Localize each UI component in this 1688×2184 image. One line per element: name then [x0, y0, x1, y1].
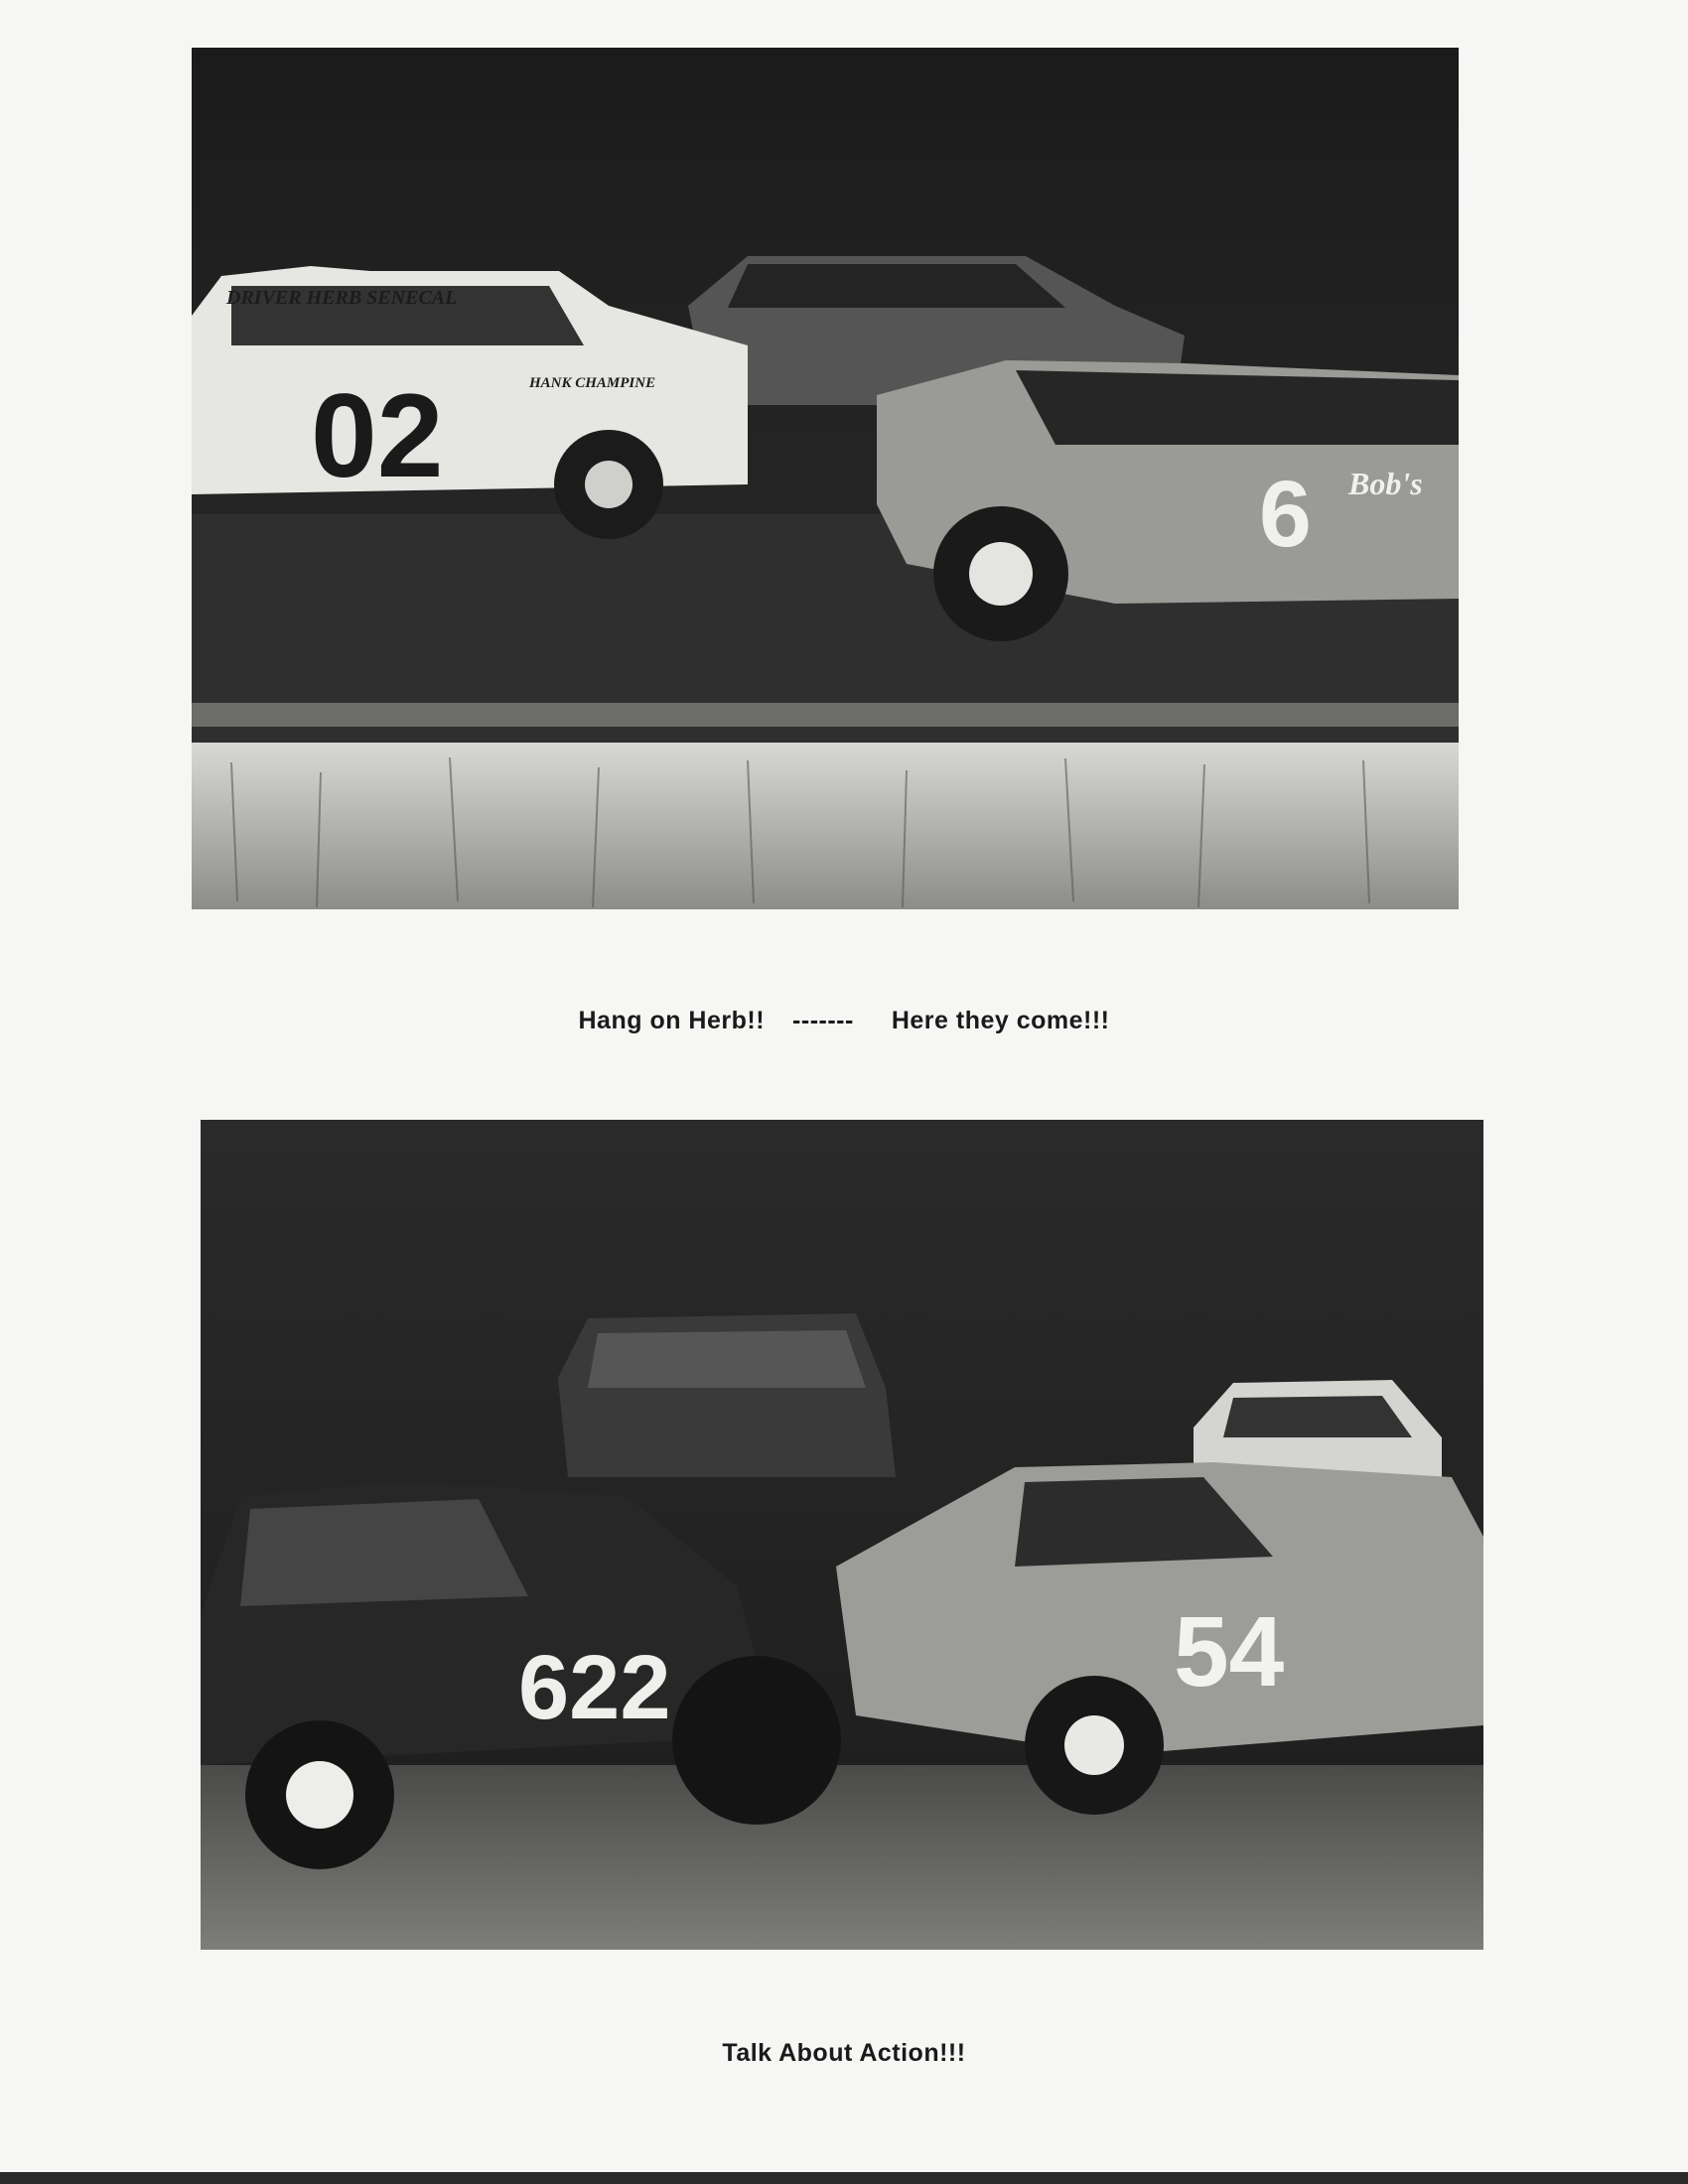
car-6-sponsor-lettering: Bob's [1348, 466, 1423, 501]
car-6-number: 6 [1259, 462, 1312, 567]
car-02-sponsor-lettering: HANK CHAMPINE [529, 375, 656, 391]
photo-caption-bottom: Talk About Action!!! [722, 2039, 966, 2067]
car-6 [877, 360, 1459, 641]
race-photo-top-image [192, 48, 1459, 909]
car-02-number: 02 [311, 369, 444, 502]
caption-top-separator: ------- [792, 1007, 854, 1034]
car-622-number: 622 [518, 1637, 671, 1738]
page-bottom-edge [0, 2172, 1688, 2184]
caption-top-part1: Hang on Herb!! [578, 1007, 766, 1034]
photo-caption-top [0, 1007, 1688, 1035]
caption-top-part2: Here they come!!! [891, 1007, 1110, 1034]
car-54-number: 54 [1174, 1596, 1285, 1707]
race-photo-top [192, 48, 1459, 909]
race-photo-bottom [201, 1120, 1483, 1950]
race-photo-bottom-image [201, 1120, 1483, 1950]
car-02-driver-lettering: DRIVER HERB SENECAL [226, 287, 458, 309]
